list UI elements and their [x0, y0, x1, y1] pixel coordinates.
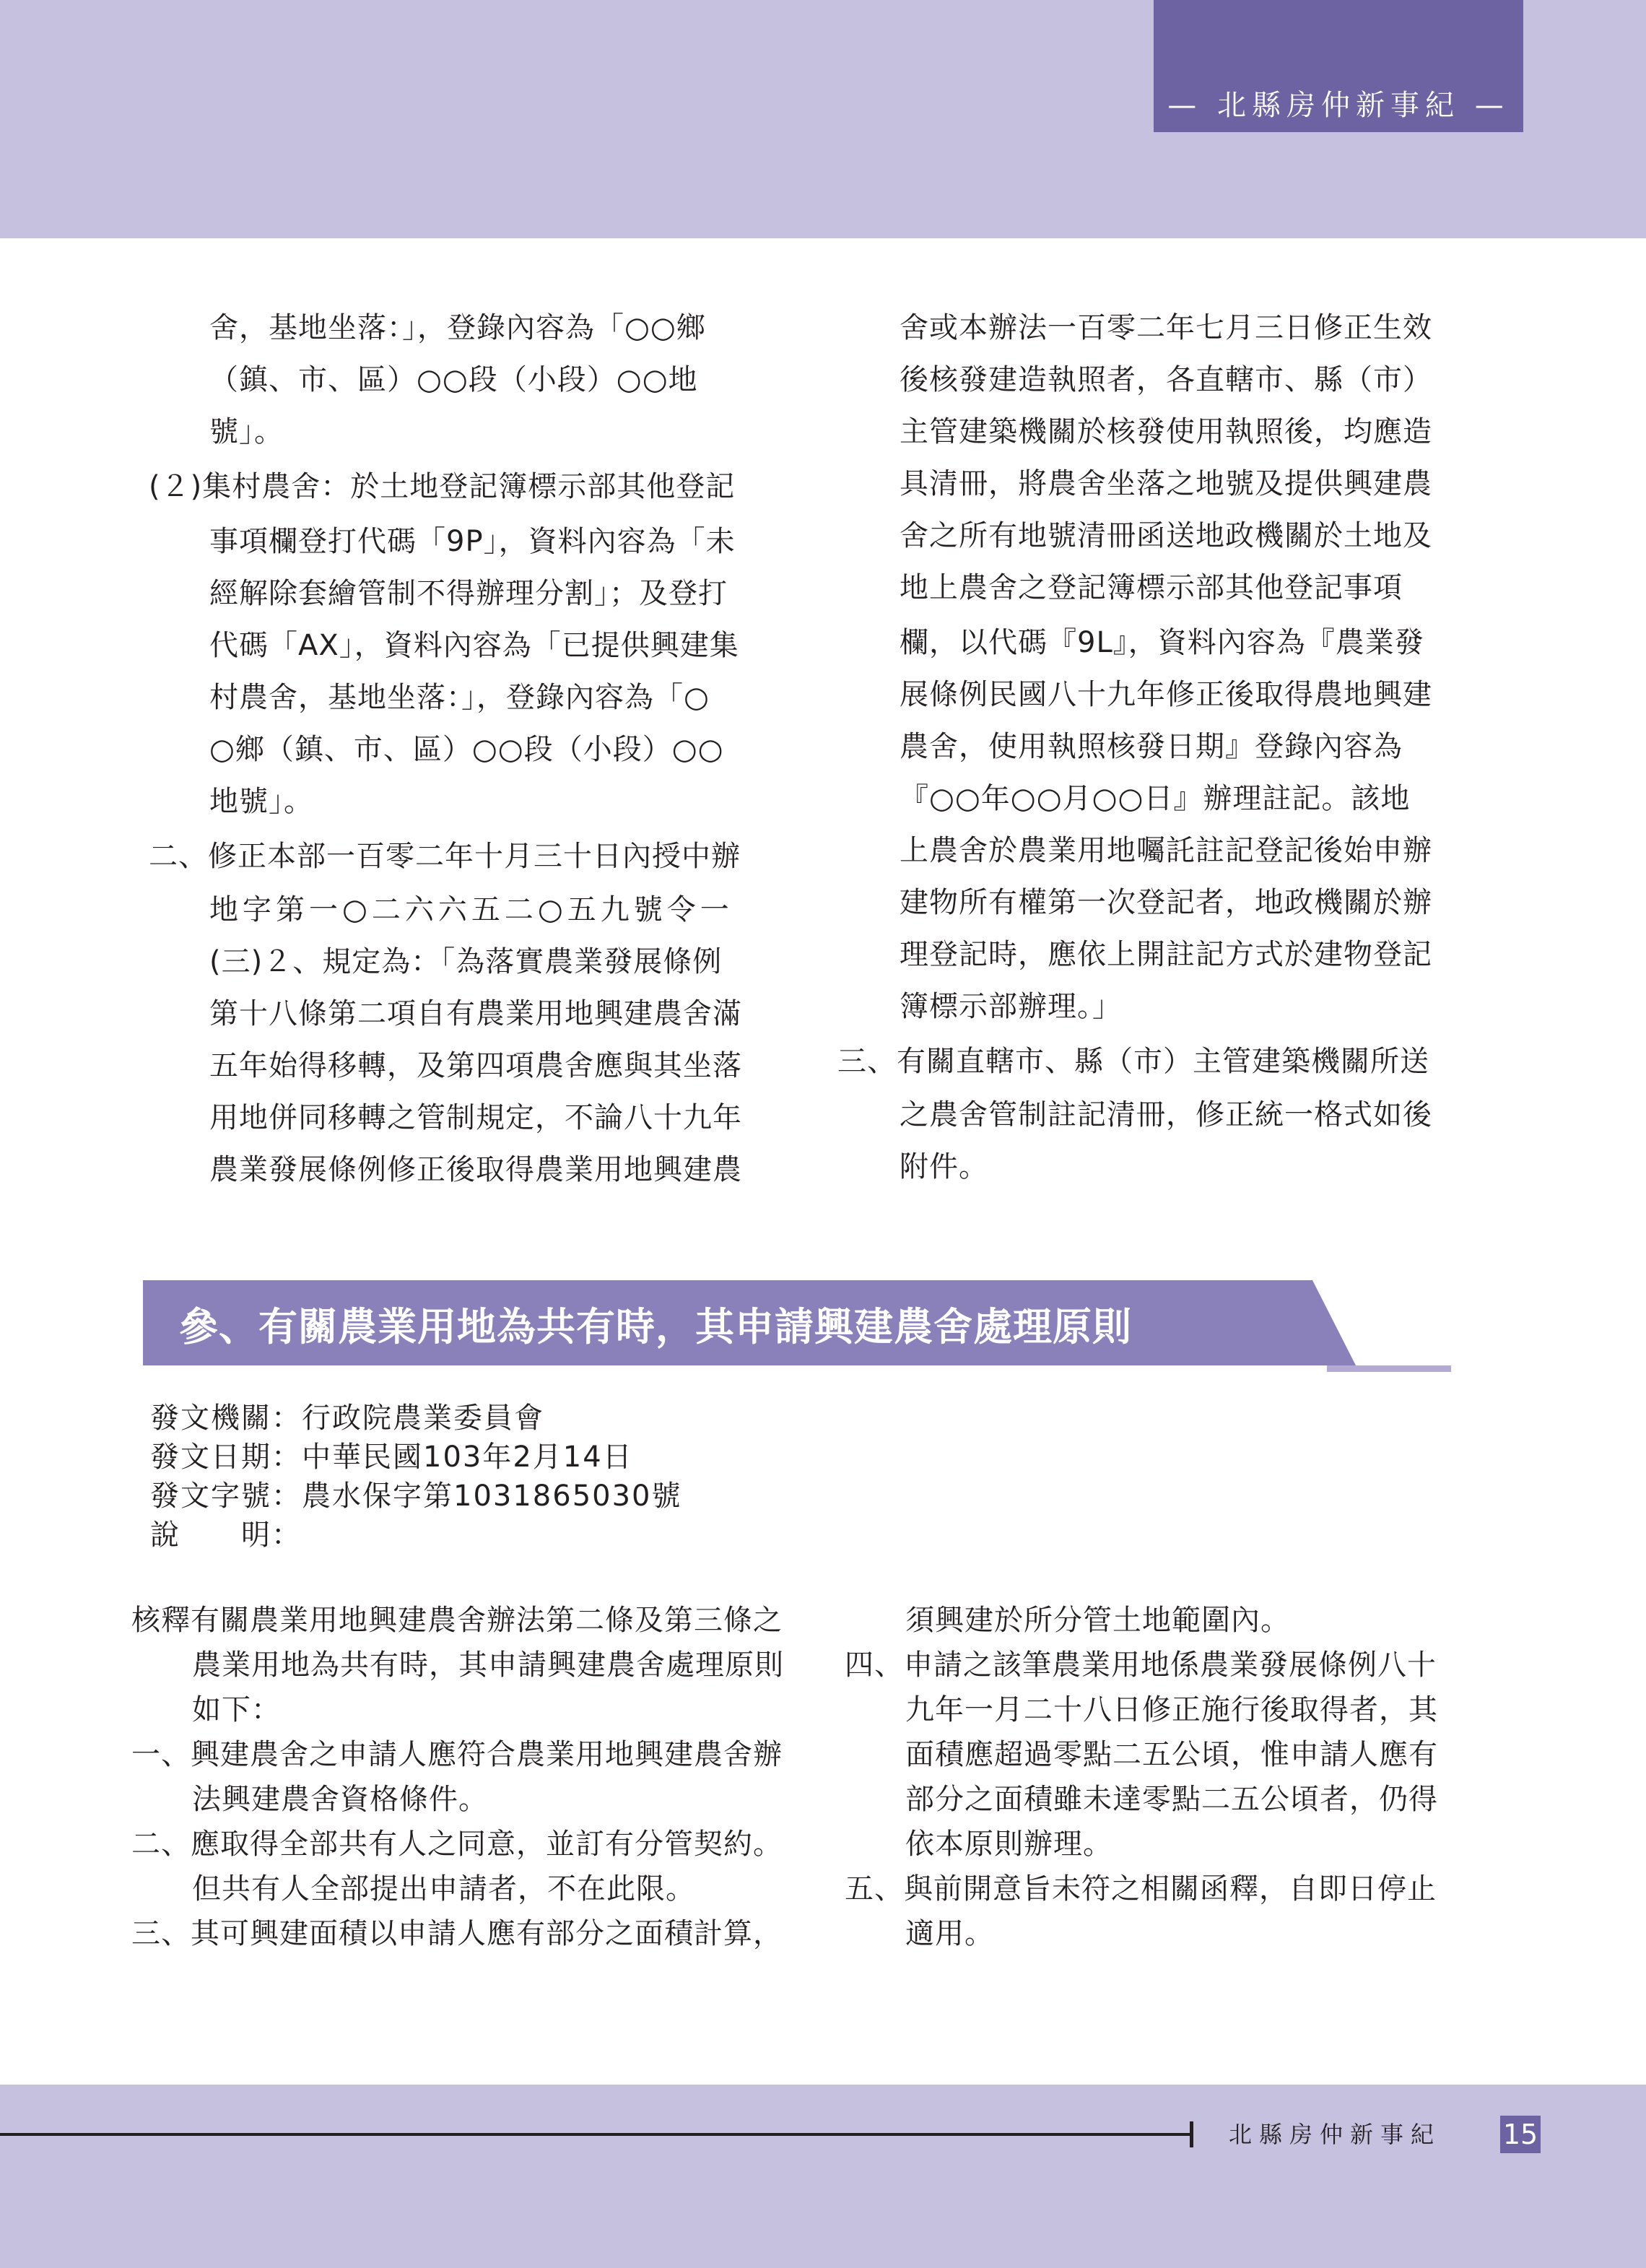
- text-line: 簿標示部辦理。」: [900, 990, 1122, 1023]
- text-line: 五年始得移轉，及第四項農舍應與其坐落: [209, 1049, 742, 1082]
- footer-rule: [0, 2133, 1190, 2136]
- header-tab: [1154, 0, 1523, 132]
- text-line: ○鄉（鎮、市、區）○○段（小段）○○: [209, 733, 724, 766]
- text-line: 適用。: [905, 1917, 994, 1950]
- footer-band: [0, 2085, 1646, 2268]
- text-line: 舍，基地坐落：」，登錄內容為「○○鄉: [209, 311, 706, 344]
- section3-left-column: [131, 1599, 810, 1967]
- text-line: 舍之所有地號清冊函送地政機關於土地及: [900, 519, 1432, 552]
- text-line: 上農舍於農業用地囑託註記登記後始申辦: [900, 834, 1432, 867]
- text-line: 四、申請之該筆農業用地係農業發展條例八十: [845, 1648, 1437, 1682]
- text-line: 『○○年○○月○○日』辦理註記。該地: [900, 782, 1411, 815]
- text-line: 代碼「AX」，資料內容為「已提供興建集: [209, 629, 739, 662]
- section2-right-column: [837, 306, 1487, 1202]
- issue-date: 發文日期：中華民國103年2月14日: [150, 1441, 633, 1474]
- text-line: 建物所有權第一次登記者，地政機關於辦: [900, 886, 1432, 919]
- text-line: 事項欄登打代碼「9P」，資料內容為「未: [209, 525, 736, 558]
- text-line: 九年一月二十八日修正施行後取得者，其: [905, 1693, 1438, 1726]
- text-line: 欄，以代碼『9L』，資料內容為『農業發: [900, 626, 1424, 659]
- text-line: 但共有人全部提出申請者，不在此限。: [192, 1872, 695, 1906]
- text-line: 地字第一○二六六五二○五九號令一: [209, 893, 733, 926]
- section2-left-column: [149, 306, 777, 1202]
- explanation-label: 說 明：: [150, 1518, 302, 1552]
- text-line: 號」。: [209, 415, 284, 448]
- section3-right-column: [845, 1599, 1494, 1967]
- text-line: (２)集村農舍：於土地登記簿標示部其他登記: [149, 470, 736, 503]
- page-number: 15: [1500, 2116, 1541, 2153]
- section-title: 參、有關農業用地為共有時，其申請興建農舍處理原則: [179, 1304, 1132, 1350]
- text-line: 舍或本辦法一百零二年七月三日修正生效: [900, 311, 1432, 344]
- text-line: 展條例民國八十九年修正後取得農地興建: [900, 678, 1432, 711]
- text-line: 農業用地為共有時，其申請興建農舍處理原則: [192, 1648, 784, 1682]
- text-line: 如下：: [192, 1693, 281, 1726]
- text-line: 主管建築機關於核發使用執照後，均應造: [900, 415, 1432, 448]
- text-line: 部分之面積雖未達零點二五公頃者，仍得: [905, 1783, 1438, 1816]
- text-line: 理登記時，應依上開註記方式於建物登記: [900, 938, 1432, 971]
- text-line: 農舍，使用執照核發日期』登錄內容為: [900, 730, 1403, 763]
- text-line: 附件。: [900, 1150, 988, 1183]
- text-line: 後核發建造執照者，各直轄市、縣（市）: [900, 363, 1432, 396]
- document-number: 發文字號：農水保字第1031865030號: [150, 1480, 682, 1513]
- text-line: 面積應超過零點二五公頃，惟申請人應有: [905, 1738, 1438, 1771]
- text-line: 具清冊，將農舍坐落之地號及提供興建農: [900, 467, 1432, 500]
- text-line: (三)２、規定為：「為落實農業發展條例: [209, 945, 723, 978]
- text-line: 經解除套繪管制不得辦理分割」；及登打: [209, 577, 728, 610]
- text-line: 三、其可興建面積以申請人應有部分之面積計算，: [131, 1917, 783, 1950]
- text-line: 法興建農舍資格條件。: [192, 1783, 488, 1816]
- text-line: 農業發展條例修正後取得農業用地興建農: [209, 1153, 742, 1186]
- text-line: 依本原則辦理。: [905, 1828, 1112, 1861]
- text-line: 地號」。: [209, 785, 313, 818]
- text-line: 五、與前開意旨未符之相關函釋，自即日停止: [845, 1872, 1437, 1906]
- text-line: 地上農舍之登記簿標示部其他登記事項: [900, 571, 1403, 604]
- running-title: — 北縣房仲新事紀 —: [1167, 89, 1510, 122]
- text-line: 村農舍，基地坐落：」，登錄內容為「○: [209, 681, 710, 714]
- text-line: 須興建於所分管土地範圍內。: [905, 1604, 1290, 1637]
- text-line: 一、興建農舍之申請人應符合農業用地興建農舍辦: [131, 1738, 783, 1771]
- text-line: 之農舍管制註記清冊，修正統一格式如後: [900, 1098, 1432, 1131]
- text-line: （鎮、市、區）○○段（小段）○○地: [209, 363, 698, 396]
- footer-title: 北縣房仲新事紀: [1229, 2121, 1442, 2148]
- text-line: 二、應取得全部共有人之同意，並訂有分管契約。: [131, 1828, 783, 1861]
- text-line: 二、修正本部一百零二年十月三十日內授中辦: [149, 840, 741, 873]
- section-heading-rule: [1327, 1365, 1451, 1372]
- issuing-agency: 發文機關：行政院農業委員會: [150, 1402, 544, 1435]
- footer-rule-tick: [1190, 2121, 1193, 2147]
- text-line: 用地併同移轉之管制規定，不論八十九年: [209, 1101, 742, 1134]
- text-line: 三、有關直轄市、縣（市）主管建築機關所送: [837, 1045, 1429, 1078]
- text-line: 核釋有關農業用地興建農舍辦法第二條及第三條之: [131, 1604, 783, 1637]
- text-line: 第十八條第二項自有農業用地興建農舍滿: [209, 997, 742, 1030]
